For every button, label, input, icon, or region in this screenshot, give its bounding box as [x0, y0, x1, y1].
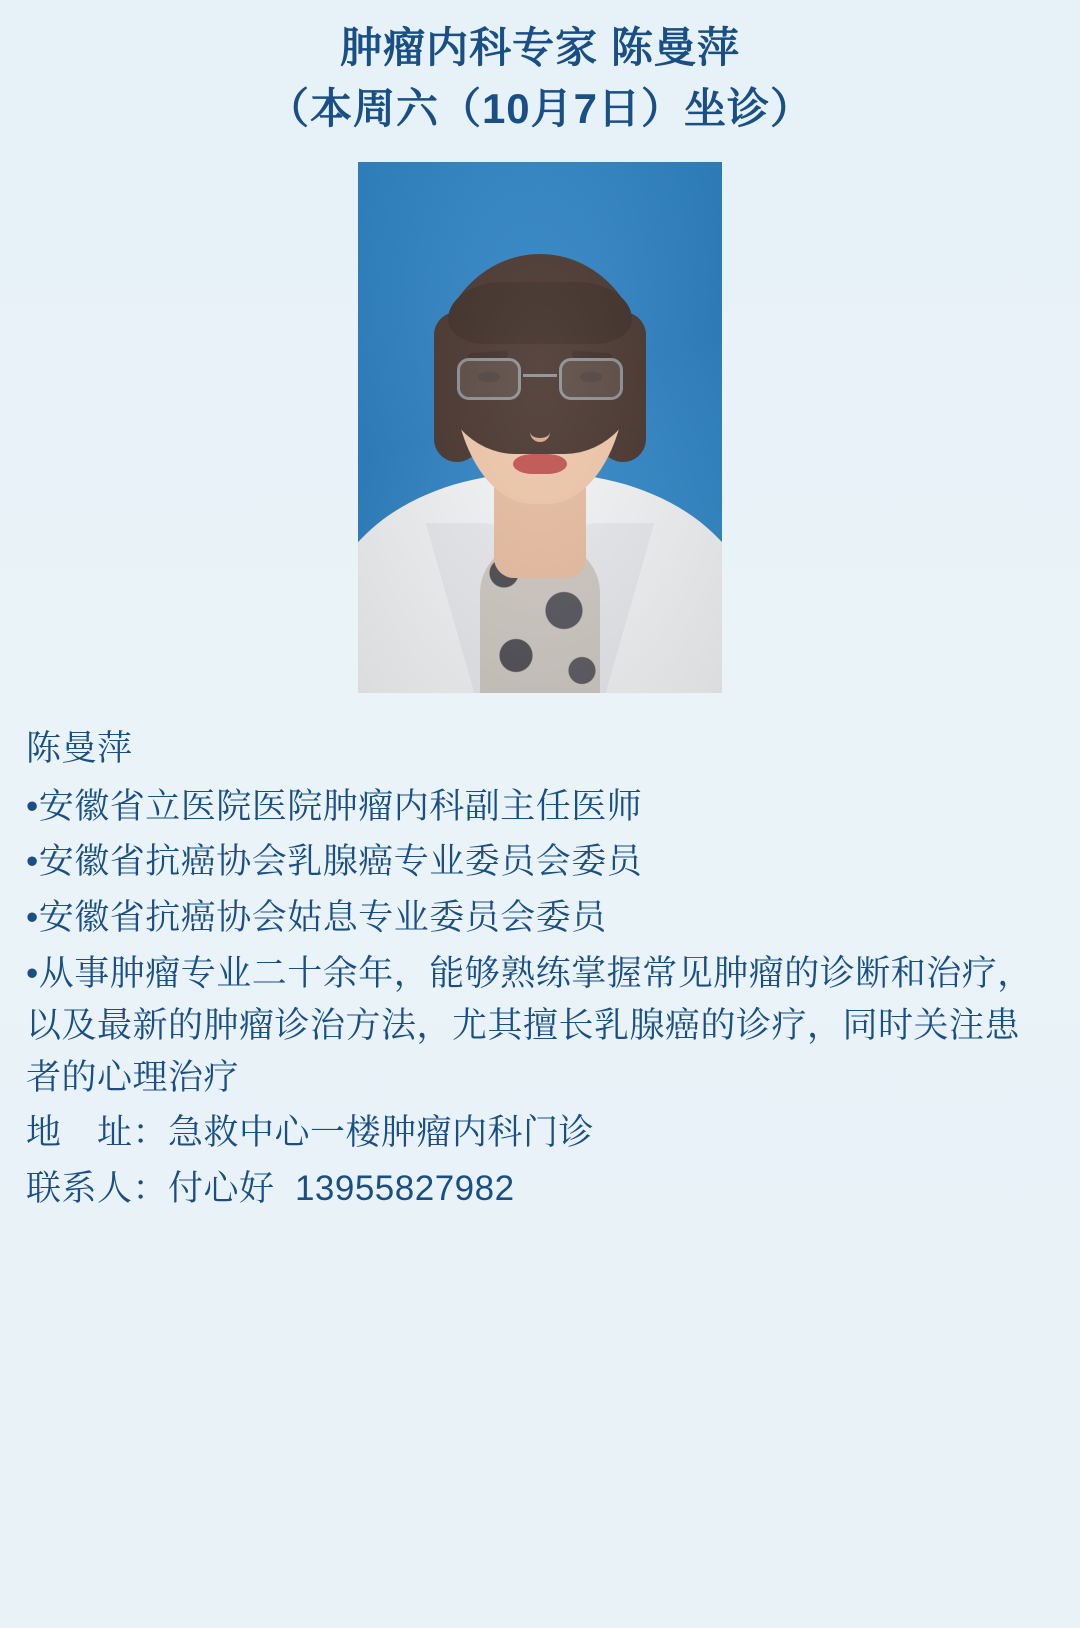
photo-vignette: [358, 162, 722, 693]
contact-person-and-phone: 联系人：付心好 13955827982: [26, 1169, 515, 1209]
experience-paragraph: •从事肿瘤专业二十余年，能够熟练掌握常见肿瘤的诊断和治疗，以及最新的肿瘤诊治方法，尤其擅长乳腺癌的诊疗，同时关注患者的心理治疗: [26, 953, 1033, 1097]
credential-item: •安徽省立医院医院肿瘤内科副主任医师: [26, 786, 643, 826]
title-line-2: （本周六（10月7日）坐诊）: [266, 84, 814, 132]
page-title: [0, 0, 1080, 140]
portrait-container: [0, 162, 1080, 693]
clinic-address: 地 址：急救中心一楼肿瘤内科门诊: [26, 1113, 595, 1153]
credential-item: •安徽省抗癌协会姑息专业委员会委员: [26, 898, 607, 938]
doctor-name: 陈曼萍: [26, 728, 133, 768]
profile-text-block: [26, 723, 1054, 1215]
title-line-1: 肿瘤内科专家 陈曼萍: [340, 24, 740, 71]
doctor-portrait-photo: [358, 162, 722, 693]
credential-item: •安徽省抗癌协会乳腺癌专业委员会委员: [26, 842, 643, 882]
